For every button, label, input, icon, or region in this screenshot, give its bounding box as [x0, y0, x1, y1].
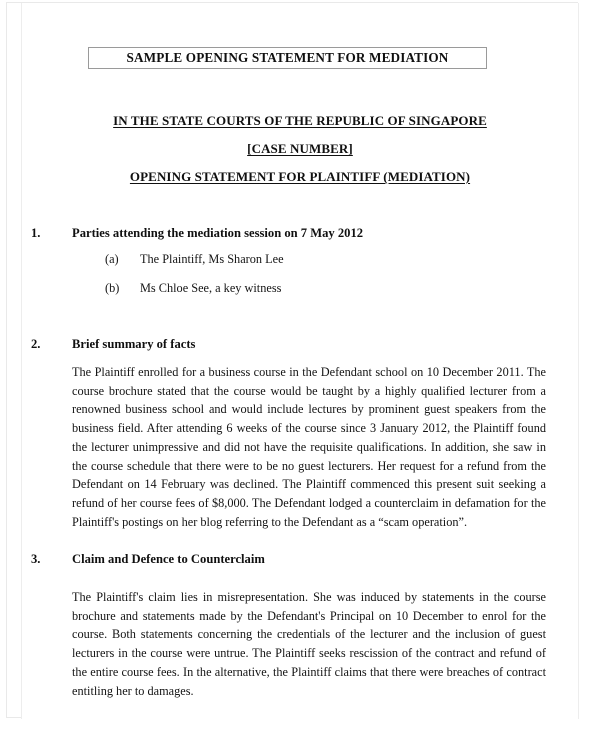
section-2-heading [0, 337, 600, 355]
title-banner-box [88, 47, 487, 69]
heading-case-number [0, 141, 600, 157]
section-3-paragraph: The Plaintiff's claim lies in misrepresentation. She was induced by statements in the course brochure and statements made by the Defendant's Principal on 10 December to enrol for the course. Both statements concerning the credentials of the lecturer and the inclusion of guest lecturers in the course were untrue. The Plaintiff seeks rescission of the contract and refund of the entire course fees. In the alternative, the Plaintiff claims that there were breaches of contract entitling her to damages. [72, 590, 546, 698]
heading-court-text: IN THE STATE COURTS OF THE REPUBLIC OF SINGAPORE [113, 113, 487, 128]
subitem-text-a: The Plaintiff, Ms Sharon Lee [140, 252, 284, 266]
heading-subject [0, 169, 600, 185]
section-3-heading [0, 552, 600, 570]
subitem-marker-b: (b) [105, 281, 120, 295]
section-1-number: 1. [31, 226, 41, 240]
title-banner-text: SAMPLE OPENING STATEMENT FOR MEDIATION [126, 50, 449, 65]
section-2-paragraph: The Plaintiff enrolled for a business course in the Defendant school on 10 December 2011. The course brochure stated that the course would be taught by a highly qualified lecturer from a renowned business school and would include lectures by prominent guest speakers from the business field. After attending 6 weeks of the course since 3 January 2012, the Plaintiff found the lecturer unimpressive and did not have the requisite qualifications. In addition, she saw in the course schedule that there were to be no guest lecturers. Her request for a refund from the Defendant on 14 February was declined. The Plaintiff commenced this present suit seeking a refund of her course fees of $8,000. The Defendant lodged a counterclaim in defamation for the Plaintiff's postings on her blog referring to the Defendant as a “scam operation”. [72, 365, 546, 529]
section-2 [0, 337, 600, 355]
section-1-title: Parties attending the mediation session on 7 May 2012 [72, 226, 364, 240]
section-2-number: 2. [31, 337, 41, 351]
list-item [0, 252, 600, 269]
subitem-text-b: Ms Chloe See, a key witness [140, 281, 282, 295]
heading-case-number-text: [CASE NUMBER] [247, 141, 353, 156]
section-3-title: Claim and Defence to Counterclaim [72, 552, 265, 566]
heading-court [0, 113, 600, 129]
subitem-marker-a: (a) [105, 252, 119, 266]
section-1-heading [0, 226, 600, 244]
section-3 [0, 552, 600, 570]
section-2-title: Brief summary of facts [72, 337, 196, 351]
heading-subject-text: OPENING STATEMENT FOR PLAINTIFF (MEDIATION) [129, 169, 471, 184]
section-1 [0, 226, 600, 244]
section-3-number: 3. [31, 552, 41, 566]
list-item [0, 281, 600, 298]
